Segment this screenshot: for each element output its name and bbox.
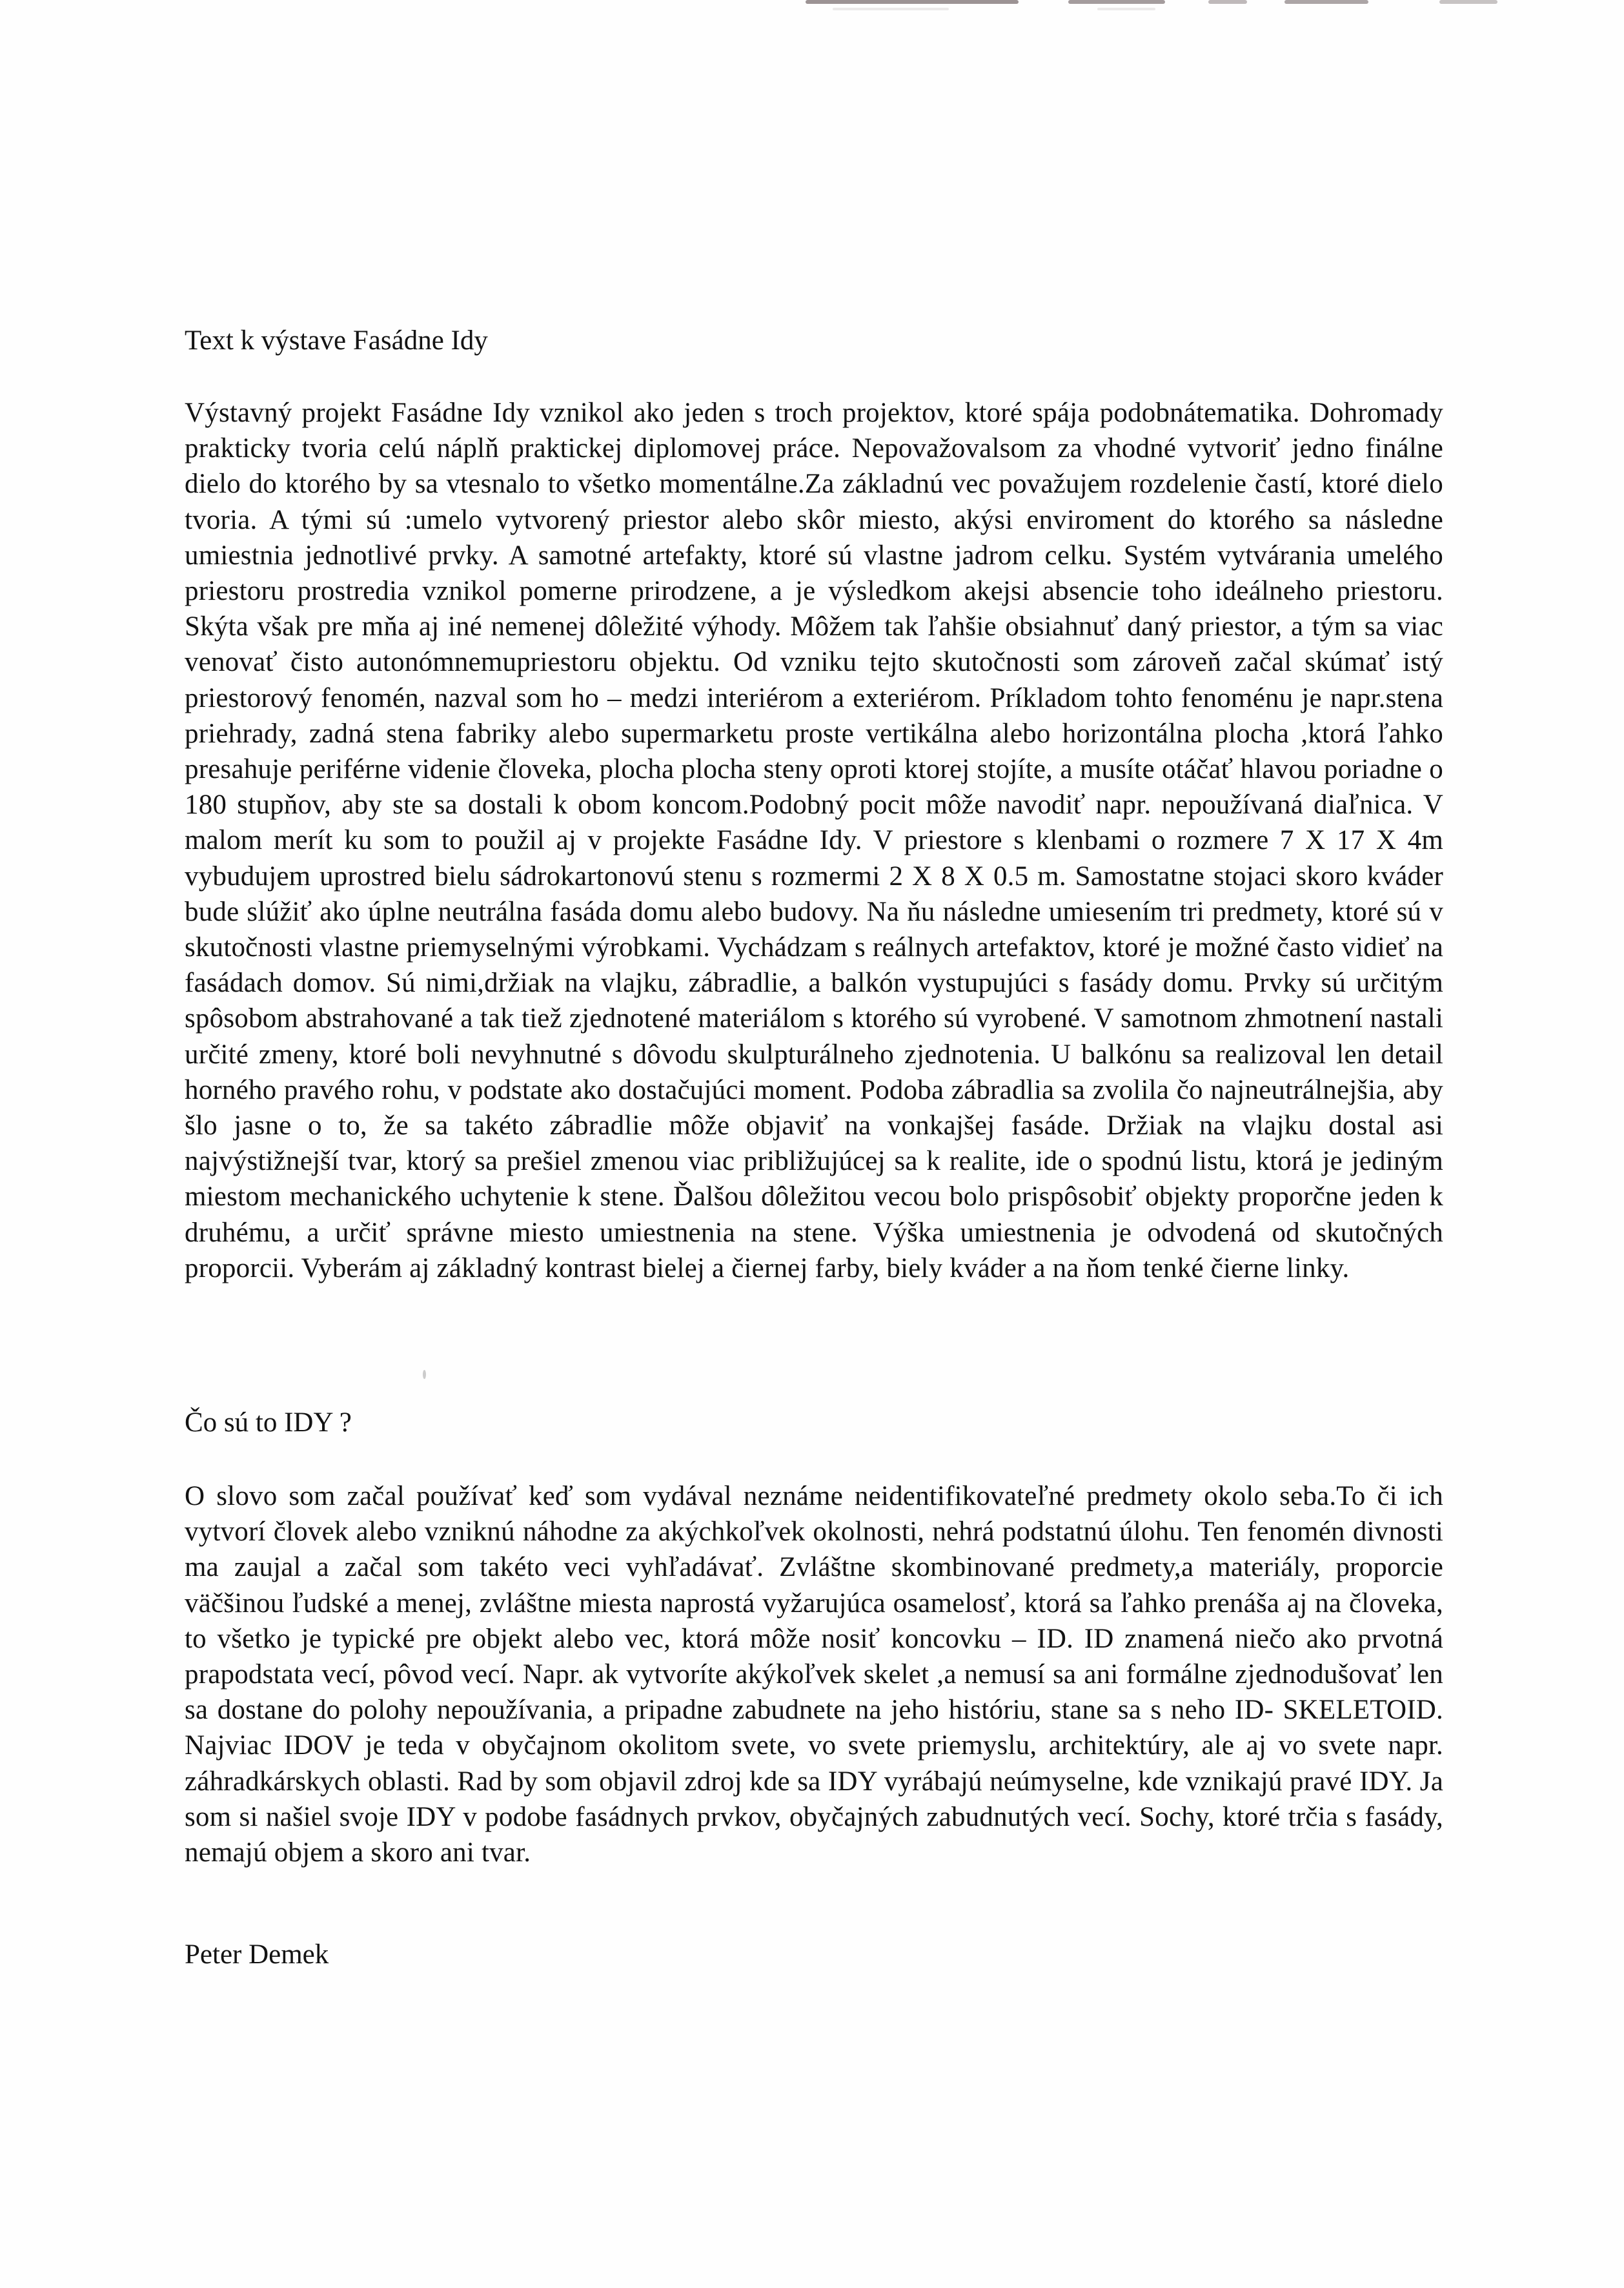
scan-artifact <box>833 8 949 10</box>
scan-artifact <box>1208 0 1247 4</box>
scan-artifact <box>1068 0 1165 4</box>
scan-artifact <box>1439 0 1497 4</box>
scan-artifact <box>806 0 1019 4</box>
body-paragraph-2: O slovo som začal používať keď som vydával neznáme neidentifikovateľné predmety okolo seba.To či ich vytvorí človek alebo vzniknú náhodne za akýchkoľvek okolnosti, nehrá podstatnú úlohu. Ten fenomén divnosti ma zaujal a začal som takéto veci vyhľadávať. Zvláštne skombinované predmety,a materiály, proporcie väčšinou ľudské a menej, zvláštne miesta naprostá vyžarujúca osamelosť, ktorá sa ľahko prenáša aj na človeka, to všetko je typické pre objekt alebo vec, ktorá môže nosiť koncovku – ID. ID znamená niečo ako prvotná prapodstata vecí, pôvod vecí. Napr. ak vytvoríte akýkoľvek skelet ,a nemusí sa ani formálne zjednodušovať len sa dostane do polohy nepoužívania, a pripadne zabudnete na jeho históriu, stane sa s neho ID- SKELETOID. Najviac IDOV je teda v obyčajnom okolitom svete, vo svete priemyslu, architektúry, ale aj vo svete napr. záhradkárskych oblasti. Rad by som objavil zdroj kde sa IDY vyrábajú neúmyselne, kde vznikajú pravé IDY. Ja som si našiel svoje IDY v podobe fasádnych prvkov, obyčajných zabudnutých vecí. Sochy, ktoré trčia s fasády, nemajú objem a skoro ani tvar. <box>185 1481 1443 1868</box>
scan-artifact <box>1097 8 1155 10</box>
body-paragraph-1: Výstavný projekt Fasádne Idy vznikol ako jeden s troch projektov, ktoré spája podobnátematika. Dohromady prakticky tvoria celú náplň praktickej diplomovej práce. Nepovažovalsom za vhodné vytvoriť jedno finálne dielo do ktorého by sa vtesnalo to všetko momentálne.Za základnú vec považujem rozdelenie častí, ktoré dielo tvoria. A tými sú :umelo vytvorený priestor alebo skôr miesto, akýsi enviroment do ktorého sa následne umiestnia jednotlivé prvky. A samotné artefakty, ktoré sú vlastne jadrom celku. Systém vytvárania umelého priestoru prostredia vznikol pomerne prirodzene, a je výsledkom akejsi absencie toho ideálneho priestoru. Skýta však pre mňa aj iné nemenej dôležité výhody. Môžem tak ľahšie obsiahnuť daný priestor, a tým sa viac venovať čisto autonómnemupriestoru objektu. Od vzniku tejto skutočnosti som zároveň začal skúmať istý priestorový fenomén, nazval som ho – medzi interiérom a exteriérom. Príkladom tohto fenoménu je napr.stena priehrady, zadná stena fabriky alebo supermarketu proste vertikálna alebo horizontálna plocha ,ktorá ľahko presahuje periférne videnie človeka, plocha plocha steny oproti ktorej stojíte, a musíte otáčať hlavou poriadne o 180 stupňov, aby ste sa dostali k obom koncom.Podobný pocit môže navodiť napr. nepoužívaná diaľnica. V malom merít ku som to použil aj v projekte Fasádne Idy. V priestore s klenbami o rozmere 7 X 17 X 4m vybudujem uprostred bielu sádrokartonovú stenu s rozmermi 2 X 8 X 0.5 m. Samostatne stojaci skoro kváder bude slúžiť ako úplne neutrálna fasáda domu alebo budovy. Na ňu následne umiesením tri predmety, ktoré sú v skutočnosti vlastne priemyselnými výrobkami. Vychádzam s reálnych artefaktov, ktoré je možné často vidieť na fasádach domov. Sú nimi,držiak na vlajku, zábradlie, a balkón vystupujúci s fasády domu. Prvky sú určitým spôsobom abstrahované a tak tiež zjednotené materiálom s ktorého sú vyrobené. V samotnom zhmotnení nastali určité zmeny, ktoré boli nevyhnutné s dôvodu skulpturálneho zjednotenia. U balkónu sa realizoval len detail horného pravého rohu, v podstate ako dostačujúci moment. Podoba zábradlia sa zvolila čo najneutrálnejšia, aby šlo jasne o to, že sa takéto zábradlie môže objaviť na vonkajšej fasáde. Držiak na vlajku dostal asi najvýstižnejší tvar, ktorý sa prešiel zmenou viac približujúcej sa k realite, ide o spodnú listu, ktorá je jediným miestom mechanického uchytenie k stene. Ďalšou dôležitou vecou bolo prispôsobiť objekty proporčne jeden k druhému, a určiť správne miesto umiestnenia na stene. Výška umiestnenia je odvodená od skutočných proporcii. Vyberám aj základný kontrast bielej a čiernej farby, biely kváder a na ňom tenké čierne linky. <box>185 398 1443 1283</box>
signature: Peter Demek <box>185 1939 329 1970</box>
scan-speck <box>423 1370 426 1379</box>
scan-artifact <box>1284 0 1368 4</box>
section-heading: Čo sú to IDY ? <box>185 1407 352 1438</box>
document-title: Text k výstave Fasádne Idy <box>185 325 488 356</box>
